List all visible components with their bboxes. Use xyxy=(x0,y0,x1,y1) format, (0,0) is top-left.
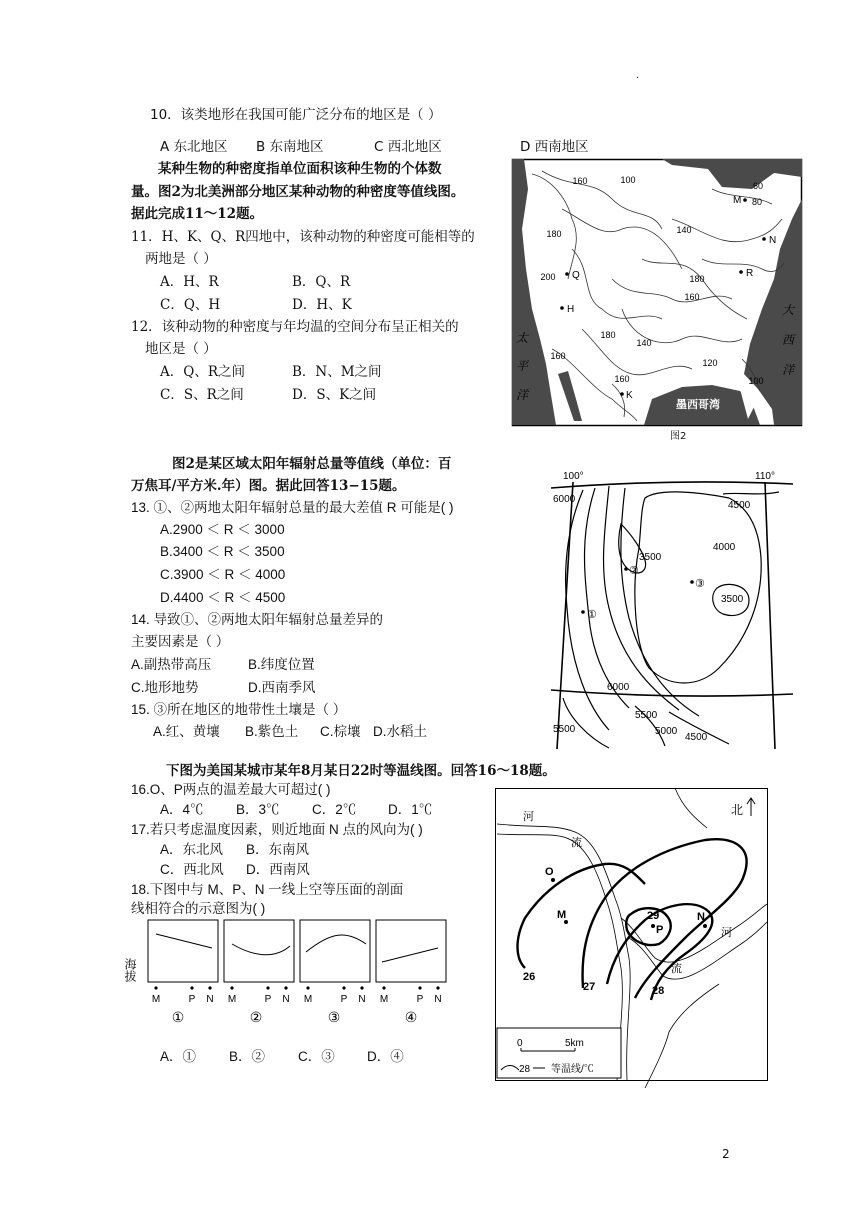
density-label-160d: 160 xyxy=(614,374,630,384)
point-h: H xyxy=(567,304,575,315)
q12-stem-2: 地区是（ ） xyxy=(145,341,217,357)
q18-stem-2: 线相符合的示意图为( ) xyxy=(131,901,266,916)
q15-option-c: C.棕壤 xyxy=(320,724,361,739)
site-2: ② xyxy=(629,565,639,577)
p1-m: M xyxy=(151,994,161,1005)
intro-11-12-line1: 某种生物的种密度指单位面积该种生物的个体数 xyxy=(158,161,442,177)
river-label-3: 河 xyxy=(721,927,732,939)
lon-110-label: 110° xyxy=(755,471,775,482)
p1-n: N xyxy=(206,994,214,1005)
q14-option-c: C.地形地势 xyxy=(131,680,199,695)
density-label-200: 200 xyxy=(540,272,556,282)
point-m: M xyxy=(733,195,742,206)
q16-option-b: B．3℃ xyxy=(236,802,280,817)
point-r: R xyxy=(746,268,754,279)
density-label-160c: 160 xyxy=(550,351,566,361)
q17-option-b: B．东南风 xyxy=(246,842,310,857)
q11-option-b: B．Q、R xyxy=(292,274,351,290)
page-number: 2 xyxy=(722,1147,730,1161)
q17-option-d: D．西南风 xyxy=(246,862,310,877)
q10-option-c: C 西北地区 xyxy=(374,139,442,155)
intro-11-12-line2: 量。图2为北美洲部分地区某种动物的种密度等值线图。 xyxy=(131,184,465,200)
density-label-100b: 100 xyxy=(748,376,764,386)
q14-option-a: A.副热带高压 xyxy=(131,657,212,672)
q15-option-b: B.紫色土 xyxy=(245,724,299,739)
scale-five: 5km xyxy=(565,1038,584,1049)
p3-m: M xyxy=(303,994,313,1005)
iso-3500a: 3500 xyxy=(639,552,662,563)
density-label-180b: 180 xyxy=(689,274,705,284)
point-s: S xyxy=(755,392,762,403)
q15-option-d: D.水稻土 xyxy=(373,724,427,739)
q18-stem-1: 18.下图中与 M、P、N 一线上空等压面的剖面 xyxy=(131,882,404,897)
p2-m: M xyxy=(227,994,237,1005)
q10-option-b: B 东南地区 xyxy=(256,139,324,155)
iso-5000: 5000 xyxy=(655,726,678,737)
atlantic-label-1: 大 xyxy=(782,303,795,317)
pacific-label-1: 太 xyxy=(516,331,529,345)
iso-6000a: 6000 xyxy=(553,494,576,505)
p4-n: N xyxy=(434,994,442,1005)
lon-100-label: 100° xyxy=(563,471,584,482)
q13-option-a: A.2900 ＜ R ＜ 3000 xyxy=(160,522,285,537)
q12-option-b: B．N、M之间 xyxy=(292,364,382,380)
iso-29: 29 xyxy=(647,910,660,922)
q18-option-b: B．② xyxy=(229,1049,266,1064)
iso-5500b: 5500 xyxy=(635,710,658,721)
p4-p: P xyxy=(416,994,424,1005)
profile-diagrams-svg xyxy=(123,918,456,1030)
gulf-label: 墨西哥湾 xyxy=(676,399,720,411)
pacific-label-3: 洋 xyxy=(516,388,529,402)
q11-option-c: C．Q、H xyxy=(160,297,221,313)
profile-diagrams xyxy=(123,918,456,1030)
density-label-160b: 160 xyxy=(684,292,700,302)
density-label-60: 60 xyxy=(752,181,764,191)
q16-option-c: C．2℃ xyxy=(312,802,357,817)
intro-13-15-line1: 图2是某区域太阳年辐射总量等值线（单位：百 xyxy=(172,456,452,472)
site-1: ① xyxy=(587,609,597,621)
point-o: O xyxy=(545,866,554,878)
density-label-180c: 180 xyxy=(600,330,616,340)
p4-m: M xyxy=(379,994,389,1005)
density-label-80: 80 xyxy=(751,197,763,207)
q17-option-c: C．西北风 xyxy=(160,862,224,877)
density-label-160a: 160 xyxy=(572,176,588,186)
q10-option-a: A 东北地区 xyxy=(160,139,228,155)
north-label: 北 xyxy=(731,803,744,817)
q13-stem: 13. ①、②两地太阳年辐射总量的最大差值 R 可能是( ) xyxy=(131,500,454,515)
q15-stem: 15. ③所在地区的地带性土壤是（ ） xyxy=(131,702,347,717)
q11-option-d: D．H、K xyxy=(292,297,352,313)
density-map-svg xyxy=(512,159,802,426)
iso-4500b: 4500 xyxy=(685,732,708,743)
altitude-label-1: 海拔 xyxy=(123,958,137,982)
q12-option-c: C．S、R之间 xyxy=(160,387,244,403)
isotherm-map xyxy=(495,788,768,1081)
iso-28: 28 xyxy=(652,985,665,997)
point-p: P xyxy=(656,924,664,936)
river-label-2: 流 xyxy=(571,837,582,849)
river-label-4: 流 xyxy=(671,963,682,975)
iso-3500b: 3500 xyxy=(721,594,744,605)
iso-6000b: 6000 xyxy=(607,682,630,693)
q14-stem-1: 14. 导致①、②两地太阳年辐射总量差异的 xyxy=(131,612,384,627)
radiation-map xyxy=(549,468,793,749)
density-label-140a: 140 xyxy=(676,225,692,235)
point-n: N xyxy=(697,911,705,923)
scale-zero: 0 xyxy=(517,1038,523,1049)
q10-stem: 10．该类地形在我国可能广泛分布的地区是（ ） xyxy=(150,107,442,123)
p3-n: N xyxy=(358,994,366,1005)
isotherm-map-svg xyxy=(495,788,768,1081)
header-mark: · xyxy=(636,73,640,84)
q16-option-a: A．4℃ xyxy=(160,802,204,817)
q17-stem: 17.若只考虑温度因素，则近地面 N 点的风向为( ) xyxy=(131,822,423,837)
q14-stem-2: 主要因素是（ ） xyxy=(131,634,230,649)
point-q: Q xyxy=(572,270,580,281)
iso-4500a: 4500 xyxy=(728,500,751,511)
q12-option-a: A．Q、R之间 xyxy=(160,364,245,380)
q10-option-d: D 西南地区 xyxy=(520,139,589,155)
q14-option-b: B.纬度位置 xyxy=(248,657,315,672)
q15-option-a: A.红、黄壤 xyxy=(153,724,220,739)
point-n: N xyxy=(769,235,777,246)
iso-27: 27 xyxy=(583,981,596,993)
q12-option-d: D．S、K之间 xyxy=(292,387,377,403)
q12-stem-1: 12．该种动物的种密度与年均温的空间分布呈正相关的 xyxy=(131,319,459,335)
density-label-120: 120 xyxy=(702,358,718,368)
q17-option-a: A．东北风 xyxy=(160,842,224,857)
site-3: ③ xyxy=(695,578,705,590)
q11-stem-1: 11．H、K、Q、R四地中，该种动物的种密度可能相等的 xyxy=(131,229,475,245)
pacific-label-2: 平 xyxy=(516,359,529,373)
panel-2-number: ② xyxy=(249,1009,263,1025)
q16-stem: 16.O、P两点的温差最大可超过( ) xyxy=(131,782,331,797)
point-m: M xyxy=(557,909,567,921)
p2-p: P xyxy=(264,994,272,1005)
intro-16-18: 下图为美国某城市某年8月某日22时等温线图。回答16～18题。 xyxy=(166,763,556,779)
iso-5500a: 5500 xyxy=(553,724,576,735)
q13-option-c: C.3900 ＜ R ＜ 4000 xyxy=(160,567,286,582)
q16-option-d: D．1℃ xyxy=(388,802,433,817)
radiation-map-svg xyxy=(549,468,793,749)
panel-4-number: ④ xyxy=(404,1009,418,1025)
intro-13-15-line2: 万焦耳/平方米.年）图。据此回答13−15题。 xyxy=(131,478,406,494)
p2-n: N xyxy=(282,994,290,1005)
p3-p: P xyxy=(340,994,348,1005)
panel-3-number: ③ xyxy=(327,1009,341,1025)
q11-stem-2: 两地是（ ） xyxy=(145,251,217,267)
iso-4000: 4000 xyxy=(713,542,736,553)
p1-p: P xyxy=(188,994,196,1005)
legend-value: 28 xyxy=(519,1064,531,1075)
density-label-180a: 180 xyxy=(546,229,562,239)
panel-1-number: ① xyxy=(171,1009,185,1025)
q14-option-d: D.西南季风 xyxy=(248,680,316,695)
density-label-100a: 100 xyxy=(620,175,636,185)
density-map-caption: 图2 xyxy=(670,431,687,442)
intro-11-12-line3: 据此完成11～12题。 xyxy=(131,206,264,222)
atlantic-label-3: 洋 xyxy=(782,363,795,377)
atlantic-label-2: 西 xyxy=(782,333,795,347)
q18-option-c: C．③ xyxy=(298,1049,335,1064)
point-k: K xyxy=(626,390,633,401)
q13-option-d: D.4400 ＜ R ＜ 4500 xyxy=(160,590,286,605)
q13-option-b: B.3400 ＜ R ＜ 3500 xyxy=(160,544,285,559)
iso-26: 26 xyxy=(523,971,536,983)
q11-option-a: A．H、R xyxy=(160,274,219,290)
q18-option-a: A．① xyxy=(160,1049,197,1064)
legend-text: 等温线/℃ xyxy=(551,1064,594,1075)
river-label-1: 河 xyxy=(523,811,534,823)
density-map xyxy=(512,159,802,426)
density-label-140b: 140 xyxy=(636,338,652,348)
q18-option-d: D．④ xyxy=(367,1049,404,1064)
